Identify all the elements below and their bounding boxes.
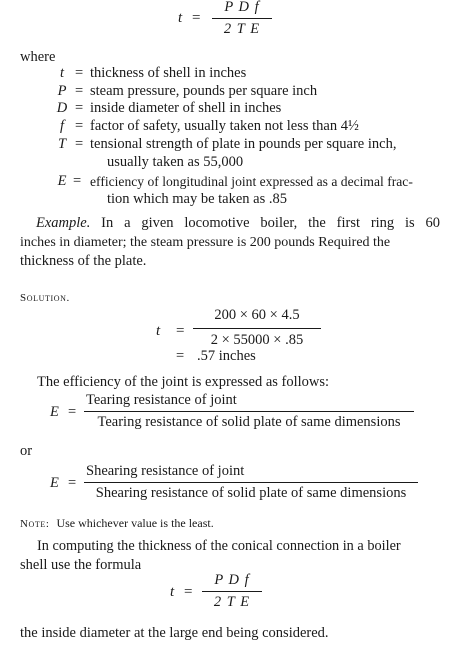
where-label: where <box>20 49 56 65</box>
shearing-equals: = <box>68 475 77 491</box>
definition-text: efficiency of longitudinal joint expressed as a decimal frac- <box>90 174 413 189</box>
solution-label: Solution. <box>20 292 70 304</box>
formula-top-denominator: 2 T E <box>223 21 261 37</box>
definition-symbol: E <box>57 173 67 189</box>
example-label: Example. <box>36 215 91 231</box>
fraction-bar <box>84 411 414 412</box>
definition-equals: = <box>75 65 84 81</box>
note-label: Note: <box>20 518 50 530</box>
tearing-equals: = <box>68 404 77 420</box>
formula-top-numerator: P D f <box>224 0 260 15</box>
example-line-3: thickness of the plate. <box>20 253 147 269</box>
solution-result: .57 inches <box>197 348 256 364</box>
fraction-bar <box>193 328 321 329</box>
solution-result-equals: = <box>176 348 185 364</box>
fraction-bar <box>212 18 272 19</box>
fraction-bar <box>202 591 262 592</box>
definition-equals: = <box>75 136 84 152</box>
definition-text: steam pressure, pounds per square inch <box>90 83 318 99</box>
tearing-denominator: Tearing resistance of solid plate of same dimensions <box>97 414 401 430</box>
definition-equals: = <box>75 100 84 116</box>
tearing-fraction <box>84 392 414 431</box>
definition-text: tensional strength of plate in pounds per square inch, <box>90 136 397 152</box>
conical-paragraph <box>20 537 440 575</box>
formula-top-fraction <box>212 0 272 38</box>
tearing-numerator: Tearing resistance of joint <box>86 392 237 408</box>
solution-denominator: 2 × 55000 × .85 <box>210 332 304 348</box>
tearing-lhs: E <box>50 404 59 420</box>
definition-symbol: t <box>59 65 65 81</box>
formula-bottom-equals: = <box>184 584 193 600</box>
definition-equals: = <box>75 83 84 99</box>
formula-bottom-numerator: P D f <box>214 572 250 588</box>
note-text: Use whichever value is the least. <box>56 516 214 530</box>
formula-top-lhs: t <box>178 10 183 26</box>
definition-symbol: f <box>59 118 65 134</box>
formula-bottom-denominator: 2 T E <box>213 594 251 610</box>
shearing-numerator: Shearing resistance of joint <box>86 463 245 479</box>
fraction-bar <box>84 482 418 483</box>
example-paragraph <box>20 214 440 271</box>
formula-top-equals: = <box>192 10 201 26</box>
definition-text: thickness of shell in inches <box>90 65 247 81</box>
solution-fraction <box>193 307 321 349</box>
closing-text: the inside diameter at the large end being considered. <box>20 625 329 641</box>
note-line <box>20 515 214 532</box>
definition-text-cont: tion which may be taken as .85 <box>107 191 287 207</box>
conical-line-2: shell use the formula <box>20 557 142 573</box>
formula-bottom-lhs: t <box>170 584 175 600</box>
definition-text: inside diameter of shell in inches <box>90 100 282 116</box>
definition-equals: = <box>75 118 84 134</box>
example-text-1: In a given locomotive boiler, the first ring is 60 <box>90 215 440 231</box>
solution-lhs: t <box>156 323 161 339</box>
definition-symbol: D <box>56 100 68 116</box>
definition-symbol: P <box>57 83 67 99</box>
solution-equals: = <box>176 323 185 339</box>
definition-text-cont: usually taken as 55,000 <box>107 154 244 170</box>
efficiency-intro: The efficiency of the joint is expressed as follows: <box>37 374 330 390</box>
shearing-fraction <box>84 463 418 502</box>
solution-numerator: 200 × 60 × 4.5 <box>214 307 300 323</box>
example-line-1 <box>20 214 440 233</box>
conical-line-1: In computing the thickness of the conical connection in a boiler <box>37 538 401 554</box>
example-line-2: inches in diameter; the steam pressure is 200 pounds Required the <box>20 235 391 250</box>
shearing-lhs: E <box>50 475 59 491</box>
shearing-denominator: Shearing resistance of solid plate of same dimensions <box>95 485 407 501</box>
definition-symbol: T <box>57 136 67 152</box>
formula-bottom-fraction <box>202 572 262 611</box>
definition-equals: = <box>73 173 82 189</box>
or-label: or <box>20 443 33 459</box>
definition-text: factor of safety, usually taken not less than 4½ <box>90 118 359 134</box>
